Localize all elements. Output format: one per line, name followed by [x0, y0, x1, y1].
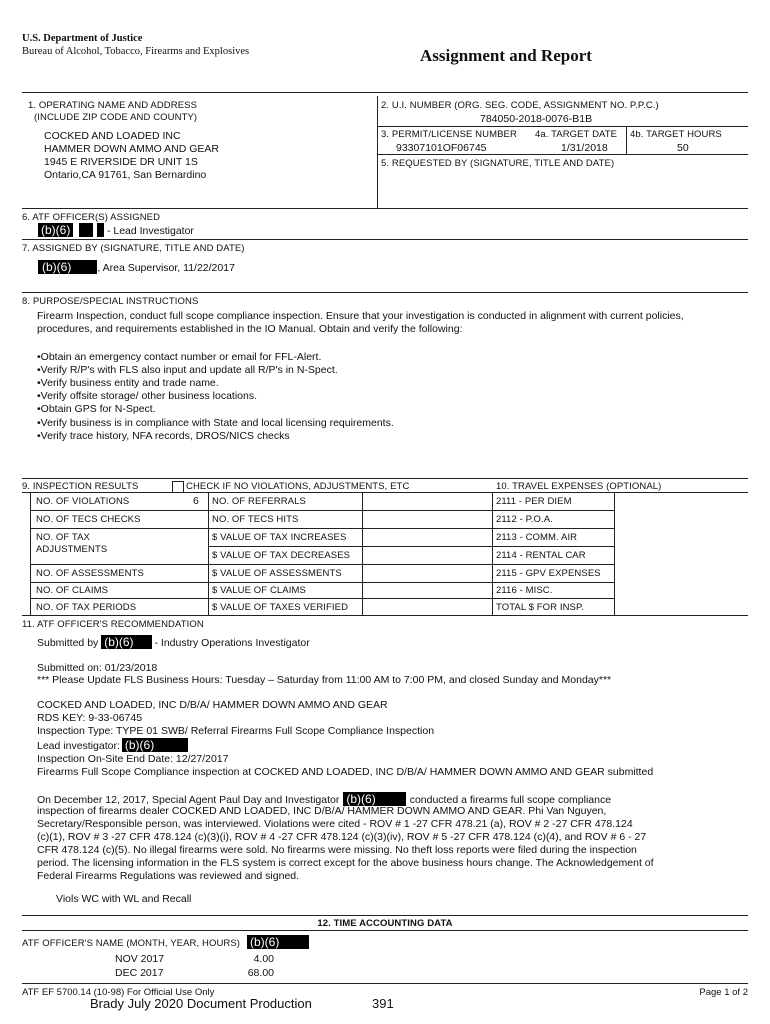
- redaction-box: (b)(6): [247, 935, 309, 949]
- table-col-rule: [614, 492, 615, 615]
- referrals-label: NO. OF REFERRALS: [212, 496, 306, 507]
- travel-row-rule: [492, 564, 614, 565]
- rule-block7: [22, 292, 748, 293]
- violations-label: NO. OF VIOLATIONS: [36, 496, 130, 507]
- instruction-bullet: •Verify trace history, NFA records, DROS/NICS checks: [37, 430, 290, 442]
- redaction-box: [79, 223, 92, 237]
- narrative-line1: [37, 792, 611, 806]
- form-title: Assignment and Report: [420, 46, 592, 65]
- time-hours: 4.00: [253, 953, 274, 965]
- misc-label: 2116 - MISC.: [496, 585, 553, 596]
- submitted-statement: Firearms Full Scope Compliance inspection at COCKED AND LOADED, INC D/B/A/ HAMMER DOWN AMMO AND GEAR submitted: [37, 766, 654, 778]
- rule-top: [22, 92, 748, 93]
- block2-label: 2. U.I. NUMBER (ORG. SEG. CODE, ASSIGNMENT NO. P.P.C.): [381, 100, 659, 111]
- instruction-bullet: •Verify business entity and trade name.: [37, 377, 219, 389]
- block10-label: 10. TRAVEL EXPENSES (OPTIONAL): [496, 481, 662, 492]
- assigned-by-text: , Area Supervisor, 11/22/2017: [97, 262, 235, 274]
- tax-adjustments-label: NO. OF TAX ADJUSTMENTS: [36, 532, 108, 555]
- block7-assigner: [38, 260, 235, 274]
- rule-block12: [22, 930, 748, 931]
- instruction-bullet: •Obtain GPS for N-Spect.: [37, 403, 156, 415]
- submitted-by-prefix: Submitted by: [37, 637, 99, 649]
- block6-officer: [38, 223, 194, 237]
- inspection-type: Inspection Type: TYPE 01 SWB/ Referral Firearms Full Scope Compliance Inspection: [37, 725, 435, 737]
- target-hours-label: 4b. TARGET HOURS: [630, 129, 722, 140]
- narrative-prefix: On December 12, 2017, Special Agent Paul Day and Investigator: [37, 794, 340, 806]
- submitted-by-suffix: - Industry Operations Investigator: [154, 637, 310, 649]
- comm-air-label: 2113 - COMM. AIR: [496, 532, 578, 543]
- table-row-rule: [30, 564, 500, 565]
- redaction-box: (b)(6): [101, 635, 151, 649]
- narrative-line: CFR 478.124 (c)(5). No illegal firearms were sold. No firearms were missing. No theft loss reports were filed during the inspection: [37, 844, 637, 856]
- table-col-rule: [492, 492, 493, 615]
- license-number: 93307101OF06745: [396, 142, 487, 154]
- instruction-bullet: •Verify offsite storage/ other business locations.: [37, 390, 258, 402]
- taxes-verified-label: $ VALUE OF TAXES VERIFIED: [212, 602, 349, 613]
- viols-line: Viols WC with WL and Recall: [56, 893, 192, 905]
- dba-line: COCKED AND LOADED, INC D/B/A/ HAMMER DOWN AMMO AND GEAR: [37, 699, 388, 711]
- narrative-first-tail: conducted a firearms full scope compliance: [409, 794, 612, 806]
- narrative-line: (c)(1), ROV # 3 -27 CFR 478.124 (c)(3)(i), ROV # 4 -27 CFR 478.124 (c)(3)(iv), ROV # 5 -27 CFR 478.124 (c)(4), and ROV # 6 - 27: [37, 831, 647, 843]
- block5-label: 5. REQUESTED BY (SIGNATURE, TITLE AND DATE): [381, 158, 615, 169]
- claims-label: NO. OF CLAIMS: [36, 585, 109, 596]
- submitted-on: Submitted on: 01/23/2018: [37, 662, 158, 674]
- rule-block8: [22, 478, 748, 479]
- officer-name-label: ATF OFFICER'S NAME (MONTH, YEAR, HOURS): [22, 938, 241, 949]
- check-no-violations-label: CHECK IF NO VIOLATIONS, ADJUSTMENTS, ETC: [186, 481, 410, 492]
- tax-increases-label: $ VALUE OF TAX INCREASES: [212, 532, 347, 543]
- tax-periods-label: NO. OF TAX PERIODS: [36, 602, 137, 613]
- narrative-line: Federal Firearms Regulations was reviewed and signed.: [37, 870, 300, 882]
- table-row-rule: [208, 546, 500, 547]
- rule-table-bottom: [22, 615, 748, 616]
- lead-investigator-line: [37, 738, 188, 752]
- travel-row-rule: [492, 546, 614, 547]
- narrative-line: inspection of firearms dealer COCKED AND LOADED, INC D/B/A/ HAMMER DOWN AMMO AND GEAR. Phi Van Nguyen,: [37, 805, 607, 817]
- travel-row-rule: [492, 598, 614, 599]
- table-col-rule: [30, 492, 31, 615]
- operating-address-line3: 1945 E RIVERSIDE DR UNIT 1S: [44, 156, 198, 168]
- rule-table-top: [22, 492, 748, 493]
- rule-footer: [22, 983, 748, 984]
- claims-value-label: $ VALUE OF CLAIMS: [212, 585, 306, 596]
- block6-label: 6. ATF OFFICER(S) ASSIGNED: [22, 212, 161, 223]
- block8-label: 8. PURPOSE/SPECIAL INSTRUCTIONS: [22, 296, 199, 307]
- gpv-expenses-label: 2115 - GPV EXPENSES: [496, 568, 601, 579]
- table-row-rule: [30, 528, 500, 529]
- bureau-name: Bureau of Alcohol, Tobacco, Firearms and Explosives: [22, 46, 250, 57]
- violations-count: 6: [193, 495, 199, 507]
- per-diem-label: 2111 - PER DIEM: [496, 496, 572, 507]
- page-indicator: Page 1 of 2: [699, 987, 748, 998]
- instruction-bullet: •Verify R/P's with FLS also input and update all R/P's in N-Spect.: [37, 364, 338, 376]
- bates-number: 391: [372, 996, 394, 1011]
- tecs-checks-label: NO. OF TECS CHECKS: [36, 514, 141, 525]
- officer-role: - Lead Investigator: [106, 225, 194, 237]
- target-hours: 50: [677, 142, 689, 154]
- production-stamp: Brady July 2020 Document Production: [90, 996, 312, 1011]
- target-date: 1/31/2018: [561, 142, 608, 154]
- block9-label: 9. INSPECTION RESULTS: [22, 481, 139, 492]
- rule-block5: [22, 208, 748, 209]
- ui-number: 784050-2018-0076-B1B: [480, 113, 593, 125]
- redaction-box: (b)(6): [38, 260, 97, 274]
- poa-label: 2112 - P.O.A.: [496, 514, 553, 525]
- lead-investigator-prefix: Lead investigator:: [37, 740, 120, 752]
- operating-name-line1: COCKED AND LOADED INC: [44, 130, 181, 142]
- narrative-line: period. The licensing information in the FLS system is correct except for the above business hours change. The Acknowledgement of: [37, 857, 654, 869]
- block7-label: 7. ASSIGNED BY (SIGNATURE, TITLE AND DATE): [22, 243, 245, 254]
- table-row-rule: [30, 598, 500, 599]
- table-col-rule: [362, 492, 363, 615]
- total-label: TOTAL $ FOR INSP.: [496, 602, 584, 613]
- table-col-rule: [208, 492, 209, 615]
- travel-row-rule: [492, 528, 614, 529]
- rental-car-label: 2114 - RENTAL CAR: [496, 550, 586, 561]
- operating-address-line4: Ontario,CA 91761, San Bernardino: [44, 169, 207, 181]
- rule-block3: [377, 154, 748, 155]
- assessments-label: NO. OF ASSESSMENTS: [36, 568, 144, 579]
- block3-label: 3. PERMIT/LICENSE NUMBER: [381, 129, 517, 140]
- tax-decreases-label: $ VALUE OF TAX DECREASES: [212, 550, 351, 561]
- business-hours-note: *** Please Update FLS Business Hours: Tuesday – Saturday from 11:00 AM to 7:00 PM, and closed Sunday and Monday***: [37, 674, 612, 686]
- form-number: ATF EF 5700.14 (10-98) For Official Use Only: [22, 987, 215, 998]
- narrative-line: Secretary/Responsible person, was interviewed. Violations were cited - ROV # 1 -27 CFR 478.21 (a), ROV # 2 -27 CFR 478.124: [37, 818, 633, 830]
- redaction-box: (b)(6): [343, 792, 405, 806]
- operating-name-line2: HAMMER DOWN AMMO AND GEAR: [44, 143, 220, 155]
- table-row-rule: [30, 582, 500, 583]
- submitted-by-line: [37, 635, 310, 649]
- divider-4b: [626, 126, 627, 154]
- tecs-hits-label: NO. OF TECS HITS: [212, 514, 299, 525]
- redaction-box: (b)(6): [38, 223, 73, 237]
- time-month: DEC 2017: [115, 967, 164, 979]
- rule-block6: [22, 239, 748, 240]
- target-date-label: 4a. TARGET DATE: [535, 129, 618, 140]
- instructions-intro: Firearm Inspection, conduct full scope compliance inspection. Ensure that your investigation is conducted in alignment with current policies, procedures, and requirements established in the IO Manual. Obtain and verify the following:: [37, 310, 684, 335]
- time-month: NOV 2017: [115, 953, 165, 965]
- travel-row-rule: [492, 510, 614, 511]
- table-row-rule: [30, 510, 500, 511]
- time-hours: 68.00: [247, 967, 274, 979]
- instruction-bullet: •Verify business is in compliance with State and local licensing requirements.: [37, 417, 394, 429]
- assessments-value-label: $ VALUE OF ASSESSMENTS: [212, 568, 342, 579]
- divider-block1: [377, 96, 378, 208]
- instruction-bullet: •Obtain an emergency contact number or email for FFL-Alert.: [37, 351, 322, 363]
- travel-row-rule: [492, 582, 614, 583]
- redaction-box: [97, 223, 104, 237]
- rds-key: RDS KEY: 9-33-06745: [37, 712, 143, 724]
- block12-label: 12. TIME ACCOUNTING DATA: [317, 918, 453, 929]
- redaction-box: (b)(6): [122, 738, 188, 752]
- department-name: U.S. Department of Justice: [22, 33, 143, 44]
- onsite-end-date: Inspection On-Site End Date: 12/27/2017: [37, 753, 229, 765]
- rule-block2: [377, 126, 748, 127]
- block1-label: 1. OPERATING NAME AND ADDRESS: [28, 100, 198, 111]
- block1-sublabel: (INCLUDE ZIP CODE AND COUNTY): [34, 112, 198, 123]
- time-accounting-officer: [22, 935, 309, 949]
- block11-label: 11. ATF OFFICER'S RECOMMENDATION: [22, 619, 204, 630]
- rule-block11: [22, 915, 748, 916]
